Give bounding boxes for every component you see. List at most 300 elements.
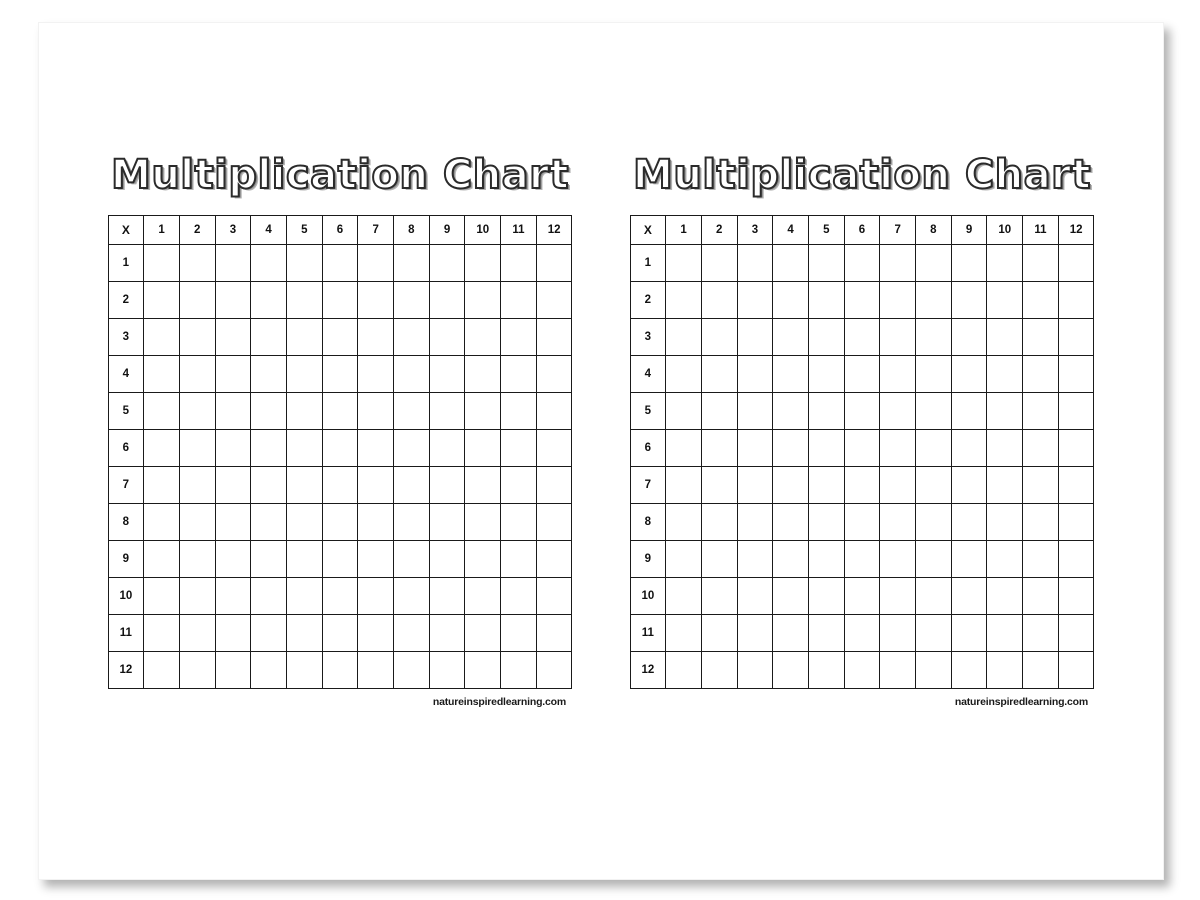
product-cell[interactable] <box>737 615 773 652</box>
product-cell[interactable] <box>951 393 987 430</box>
product-cell[interactable] <box>701 467 737 504</box>
product-cell[interactable] <box>916 467 952 504</box>
product-cell[interactable] <box>1058 578 1094 615</box>
product-cell[interactable] <box>358 652 394 689</box>
product-cell[interactable] <box>844 504 880 541</box>
product-cell[interactable] <box>951 319 987 356</box>
product-cell[interactable] <box>251 393 287 430</box>
product-cell[interactable] <box>465 245 501 282</box>
product-cell[interactable] <box>251 504 287 541</box>
product-cell[interactable] <box>536 541 572 578</box>
product-cell[interactable] <box>701 319 737 356</box>
product-cell[interactable] <box>144 356 180 393</box>
product-cell[interactable] <box>987 467 1023 504</box>
product-cell[interactable] <box>536 467 572 504</box>
product-cell[interactable] <box>536 615 572 652</box>
product-cell[interactable] <box>536 319 572 356</box>
product-cell[interactable] <box>501 615 537 652</box>
product-cell[interactable] <box>844 282 880 319</box>
product-cell[interactable] <box>916 356 952 393</box>
product-cell[interactable] <box>536 578 572 615</box>
product-cell[interactable] <box>701 282 737 319</box>
product-cell[interactable] <box>215 652 251 689</box>
product-cell[interactable] <box>358 393 394 430</box>
product-cell[interactable] <box>394 282 430 319</box>
product-cell[interactable] <box>916 319 952 356</box>
product-cell[interactable] <box>1023 467 1059 504</box>
product-cell[interactable] <box>666 282 702 319</box>
product-cell[interactable] <box>916 282 952 319</box>
product-cell[interactable] <box>1023 319 1059 356</box>
product-cell[interactable] <box>394 356 430 393</box>
product-cell[interactable] <box>358 467 394 504</box>
product-cell[interactable] <box>179 245 215 282</box>
row-header: 11 <box>630 615 666 652</box>
product-cell[interactable] <box>1023 615 1059 652</box>
product-cell[interactable] <box>286 615 322 652</box>
product-cell[interactable] <box>844 245 880 282</box>
product-cell[interactable] <box>808 356 844 393</box>
product-cell[interactable] <box>394 245 430 282</box>
product-cell[interactable] <box>501 578 537 615</box>
product-cell[interactable] <box>215 541 251 578</box>
column-header: 3 <box>215 216 251 245</box>
product-cell[interactable] <box>286 356 322 393</box>
product-cell[interactable] <box>394 393 430 430</box>
product-cell[interactable] <box>322 615 358 652</box>
product-cell[interactable] <box>179 430 215 467</box>
product-cell[interactable] <box>429 652 465 689</box>
product-cell[interactable] <box>536 430 572 467</box>
product-cell[interactable] <box>773 615 809 652</box>
product-cell[interactable] <box>144 393 180 430</box>
product-cell[interactable] <box>773 356 809 393</box>
product-cell[interactable] <box>951 467 987 504</box>
product-cell[interactable] <box>465 430 501 467</box>
product-cell[interactable] <box>666 652 702 689</box>
product-cell[interactable] <box>429 430 465 467</box>
product-cell[interactable] <box>701 541 737 578</box>
product-cell[interactable] <box>701 615 737 652</box>
product-cell[interactable] <box>808 393 844 430</box>
product-cell[interactable] <box>144 578 180 615</box>
column-header: 12 <box>1058 216 1094 245</box>
product-cell[interactable] <box>429 467 465 504</box>
product-cell[interactable] <box>844 430 880 467</box>
table-row <box>630 615 1094 652</box>
product-cell[interactable] <box>179 319 215 356</box>
column-header: 6 <box>322 216 358 245</box>
product-cell[interactable] <box>951 652 987 689</box>
product-cell[interactable] <box>737 541 773 578</box>
product-cell[interactable] <box>251 245 287 282</box>
product-cell[interactable] <box>844 578 880 615</box>
product-cell[interactable] <box>773 319 809 356</box>
product-cell[interactable] <box>358 245 394 282</box>
product-cell[interactable] <box>1058 245 1094 282</box>
product-cell[interactable] <box>465 393 501 430</box>
product-cell[interactable] <box>536 356 572 393</box>
product-cell[interactable] <box>394 541 430 578</box>
product-cell[interactable] <box>286 541 322 578</box>
product-cell[interactable] <box>251 578 287 615</box>
product-cell[interactable] <box>429 393 465 430</box>
product-cell[interactable] <box>322 504 358 541</box>
product-cell[interactable] <box>808 504 844 541</box>
product-cell[interactable] <box>916 578 952 615</box>
product-cell[interactable] <box>179 504 215 541</box>
product-cell[interactable] <box>880 245 916 282</box>
product-cell[interactable] <box>429 319 465 356</box>
product-cell[interactable] <box>916 652 952 689</box>
product-cell[interactable] <box>465 652 501 689</box>
product-cell[interactable] <box>179 615 215 652</box>
product-cell[interactable] <box>987 504 1023 541</box>
product-cell[interactable] <box>666 615 702 652</box>
product-cell[interactable] <box>144 319 180 356</box>
product-cell[interactable] <box>1023 652 1059 689</box>
product-cell[interactable] <box>394 652 430 689</box>
product-cell[interactable] <box>322 541 358 578</box>
product-cell[interactable] <box>465 615 501 652</box>
product-cell[interactable] <box>465 541 501 578</box>
product-cell[interactable] <box>880 393 916 430</box>
product-cell[interactable] <box>215 504 251 541</box>
product-cell[interactable] <box>358 356 394 393</box>
product-cell[interactable] <box>701 356 737 393</box>
product-cell[interactable] <box>215 356 251 393</box>
product-cell[interactable] <box>1058 652 1094 689</box>
product-cell[interactable] <box>429 578 465 615</box>
product-cell[interactable] <box>215 282 251 319</box>
product-cell[interactable] <box>286 319 322 356</box>
product-cell[interactable] <box>215 578 251 615</box>
product-cell[interactable] <box>666 541 702 578</box>
product-cell[interactable] <box>1058 319 1094 356</box>
product-cell[interactable] <box>144 245 180 282</box>
product-cell[interactable] <box>737 393 773 430</box>
product-cell[interactable] <box>179 393 215 430</box>
product-cell[interactable] <box>987 245 1023 282</box>
product-cell[interactable] <box>916 504 952 541</box>
product-cell[interactable] <box>808 319 844 356</box>
product-cell[interactable] <box>465 282 501 319</box>
product-cell[interactable] <box>501 652 537 689</box>
product-cell[interactable] <box>251 356 287 393</box>
product-cell[interactable] <box>916 393 952 430</box>
product-cell[interactable] <box>844 393 880 430</box>
product-cell[interactable] <box>773 467 809 504</box>
product-cell[interactable] <box>951 578 987 615</box>
product-cell[interactable] <box>179 578 215 615</box>
product-cell[interactable] <box>322 282 358 319</box>
product-cell[interactable] <box>465 467 501 504</box>
product-cell[interactable] <box>286 504 322 541</box>
product-cell[interactable] <box>666 467 702 504</box>
product-cell[interactable] <box>987 652 1023 689</box>
product-cell[interactable] <box>536 504 572 541</box>
product-cell[interactable] <box>1023 578 1059 615</box>
product-cell[interactable] <box>1023 393 1059 430</box>
product-cell[interactable] <box>737 504 773 541</box>
product-cell[interactable] <box>880 356 916 393</box>
product-cell[interactable] <box>737 356 773 393</box>
product-cell[interactable] <box>701 578 737 615</box>
product-cell[interactable] <box>1058 467 1094 504</box>
product-cell[interactable] <box>501 504 537 541</box>
product-cell[interactable] <box>737 467 773 504</box>
product-cell[interactable] <box>144 430 180 467</box>
product-cell[interactable] <box>179 356 215 393</box>
product-cell[interactable] <box>880 615 916 652</box>
product-cell[interactable] <box>701 504 737 541</box>
product-cell[interactable] <box>251 467 287 504</box>
product-cell[interactable] <box>429 504 465 541</box>
product-cell[interactable] <box>251 652 287 689</box>
product-cell[interactable] <box>501 245 537 282</box>
product-cell[interactable] <box>144 652 180 689</box>
product-cell[interactable] <box>144 615 180 652</box>
product-cell[interactable] <box>429 245 465 282</box>
product-cell[interactable] <box>429 356 465 393</box>
product-cell[interactable] <box>322 652 358 689</box>
product-cell[interactable] <box>286 245 322 282</box>
column-header: 6 <box>844 216 880 245</box>
product-cell[interactable] <box>773 578 809 615</box>
product-cell[interactable] <box>358 578 394 615</box>
product-cell[interactable] <box>1023 282 1059 319</box>
product-cell[interactable] <box>179 282 215 319</box>
product-cell[interactable] <box>501 282 537 319</box>
product-cell[interactable] <box>358 541 394 578</box>
product-cell[interactable] <box>1058 615 1094 652</box>
product-cell[interactable] <box>536 393 572 430</box>
product-cell[interactable] <box>666 245 702 282</box>
product-cell[interactable] <box>880 652 916 689</box>
product-cell[interactable] <box>916 541 952 578</box>
product-cell[interactable] <box>916 245 952 282</box>
product-cell[interactable] <box>465 356 501 393</box>
table-row <box>630 467 1094 504</box>
column-header: 12 <box>536 216 572 245</box>
product-cell[interactable] <box>429 615 465 652</box>
table-row <box>630 578 1094 615</box>
product-cell[interactable] <box>951 356 987 393</box>
product-cell[interactable] <box>666 430 702 467</box>
product-cell[interactable] <box>286 578 322 615</box>
product-cell[interactable] <box>251 430 287 467</box>
product-cell[interactable] <box>987 578 1023 615</box>
product-cell[interactable] <box>215 393 251 430</box>
product-cell[interactable] <box>322 245 358 282</box>
product-cell[interactable] <box>144 282 180 319</box>
product-cell[interactable] <box>358 319 394 356</box>
product-cell[interactable] <box>394 615 430 652</box>
product-cell[interactable] <box>429 282 465 319</box>
multiplication-table-left <box>108 215 573 689</box>
product-cell[interactable] <box>322 578 358 615</box>
product-cell[interactable] <box>1058 393 1094 430</box>
product-cell[interactable] <box>987 319 1023 356</box>
product-cell[interactable] <box>808 615 844 652</box>
product-cell[interactable] <box>951 245 987 282</box>
product-cell[interactable] <box>536 652 572 689</box>
product-cell[interactable] <box>844 541 880 578</box>
product-cell[interactable] <box>322 467 358 504</box>
product-cell[interactable] <box>773 282 809 319</box>
product-cell[interactable] <box>987 282 1023 319</box>
product-cell[interactable] <box>844 615 880 652</box>
product-cell[interactable] <box>880 504 916 541</box>
product-cell[interactable] <box>916 615 952 652</box>
row-header: 10 <box>630 578 666 615</box>
product-cell[interactable] <box>1058 504 1094 541</box>
product-cell[interactable] <box>501 319 537 356</box>
product-cell[interactable] <box>251 541 287 578</box>
product-cell[interactable] <box>773 541 809 578</box>
product-cell[interactable] <box>322 319 358 356</box>
product-cell[interactable] <box>1023 430 1059 467</box>
product-cell[interactable] <box>501 393 537 430</box>
product-cell[interactable] <box>987 430 1023 467</box>
product-cell[interactable] <box>880 430 916 467</box>
product-cell[interactable] <box>737 319 773 356</box>
product-cell[interactable] <box>215 245 251 282</box>
product-cell[interactable] <box>501 541 537 578</box>
product-cell[interactable] <box>501 430 537 467</box>
product-cell[interactable] <box>1058 356 1094 393</box>
product-cell[interactable] <box>536 282 572 319</box>
product-cell[interactable] <box>666 319 702 356</box>
product-cell[interactable] <box>394 467 430 504</box>
product-cell[interactable] <box>465 578 501 615</box>
product-cell[interactable] <box>179 652 215 689</box>
product-cell[interactable] <box>215 430 251 467</box>
product-cell[interactable] <box>951 282 987 319</box>
product-cell[interactable] <box>808 282 844 319</box>
product-cell[interactable] <box>144 504 180 541</box>
product-cell[interactable] <box>951 504 987 541</box>
product-cell[interactable] <box>1023 245 1059 282</box>
product-cell[interactable] <box>773 430 809 467</box>
product-cell[interactable] <box>737 282 773 319</box>
product-cell[interactable] <box>737 430 773 467</box>
product-cell[interactable] <box>286 282 322 319</box>
product-cell[interactable] <box>394 504 430 541</box>
column-header: 7 <box>358 216 394 245</box>
product-cell[interactable] <box>844 467 880 504</box>
product-cell[interactable] <box>844 652 880 689</box>
product-cell[interactable] <box>358 504 394 541</box>
product-cell[interactable] <box>701 393 737 430</box>
product-cell[interactable] <box>215 615 251 652</box>
product-cell[interactable] <box>880 578 916 615</box>
product-cell[interactable] <box>880 467 916 504</box>
product-cell[interactable] <box>773 652 809 689</box>
product-cell[interactable] <box>666 578 702 615</box>
product-cell[interactable] <box>215 467 251 504</box>
product-cell[interactable] <box>1023 541 1059 578</box>
product-cell[interactable] <box>501 356 537 393</box>
product-cell[interactable] <box>701 245 737 282</box>
product-cell[interactable] <box>1058 282 1094 319</box>
product-cell[interactable] <box>251 615 287 652</box>
product-cell[interactable] <box>1058 541 1094 578</box>
product-cell[interactable] <box>773 245 809 282</box>
product-cell[interactable] <box>322 430 358 467</box>
product-cell[interactable] <box>880 541 916 578</box>
product-cell[interactable] <box>286 430 322 467</box>
product-cell[interactable] <box>808 430 844 467</box>
product-cell[interactable] <box>322 393 358 430</box>
product-cell[interactable] <box>1058 430 1094 467</box>
product-cell[interactable] <box>773 393 809 430</box>
product-cell[interactable] <box>808 541 844 578</box>
product-cell[interactable] <box>251 282 287 319</box>
product-cell[interactable] <box>844 356 880 393</box>
product-cell[interactable] <box>808 467 844 504</box>
product-cell[interactable] <box>880 282 916 319</box>
product-cell[interactable] <box>951 541 987 578</box>
product-cell[interactable] <box>951 430 987 467</box>
product-cell[interactable] <box>286 467 322 504</box>
product-cell[interactable] <box>144 467 180 504</box>
product-cell[interactable] <box>773 504 809 541</box>
product-cell[interactable] <box>215 319 251 356</box>
product-cell[interactable] <box>286 652 322 689</box>
product-cell[interactable] <box>880 319 916 356</box>
product-cell[interactable] <box>808 652 844 689</box>
product-cell[interactable] <box>358 282 394 319</box>
product-cell[interactable] <box>666 504 702 541</box>
product-cell[interactable] <box>808 578 844 615</box>
product-cell[interactable] <box>465 504 501 541</box>
product-cell[interactable] <box>179 541 215 578</box>
product-cell[interactable] <box>987 393 1023 430</box>
product-cell[interactable] <box>251 319 287 356</box>
product-cell[interactable] <box>987 615 1023 652</box>
product-cell[interactable] <box>987 541 1023 578</box>
product-cell[interactable] <box>358 615 394 652</box>
product-cell[interactable] <box>322 356 358 393</box>
product-cell[interactable] <box>394 319 430 356</box>
product-cell[interactable] <box>808 245 844 282</box>
product-cell[interactable] <box>501 467 537 504</box>
product-cell[interactable] <box>358 430 394 467</box>
product-cell[interactable] <box>179 467 215 504</box>
product-cell[interactable] <box>701 652 737 689</box>
product-cell[interactable] <box>737 245 773 282</box>
product-cell[interactable] <box>429 541 465 578</box>
product-cell[interactable] <box>394 578 430 615</box>
product-cell[interactable] <box>701 430 737 467</box>
product-cell[interactable] <box>465 319 501 356</box>
product-cell[interactable] <box>1023 504 1059 541</box>
product-cell[interactable] <box>666 393 702 430</box>
product-cell[interactable] <box>951 615 987 652</box>
product-cell[interactable] <box>987 356 1023 393</box>
product-cell[interactable] <box>666 356 702 393</box>
product-cell[interactable] <box>737 652 773 689</box>
product-cell[interactable] <box>1023 356 1059 393</box>
product-cell[interactable] <box>286 393 322 430</box>
product-cell[interactable] <box>737 578 773 615</box>
product-cell[interactable] <box>536 245 572 282</box>
product-cell[interactable] <box>144 541 180 578</box>
product-cell[interactable] <box>916 430 952 467</box>
product-cell[interactable] <box>394 430 430 467</box>
product-cell[interactable] <box>844 319 880 356</box>
